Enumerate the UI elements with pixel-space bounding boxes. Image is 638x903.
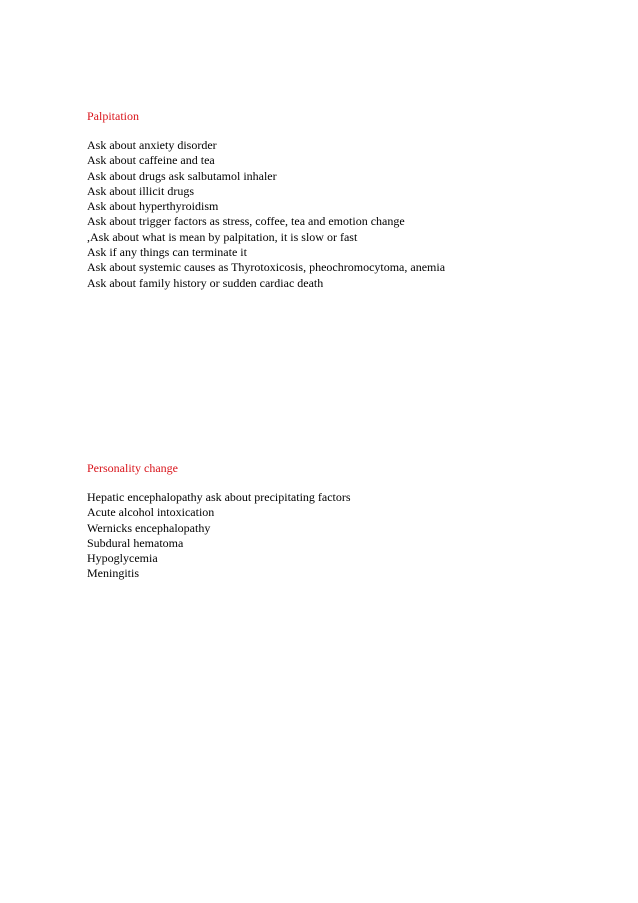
list-item: Wernicks encephalopathy [87, 520, 211, 535]
list-item: Hypoglycemia [87, 551, 158, 566]
list-item: Ask if any things can terminate it [87, 245, 247, 260]
personality-change-list [87, 490, 607, 582]
section-heading-personality-change: Personality change [87, 461, 178, 475]
list-item: Ask about caffeine and tea [87, 153, 215, 168]
list-item: Ask about systemic causes as Thyrotoxicosis, pheochromocytoma, anemia [87, 260, 446, 275]
list-item: Meningitis [87, 566, 140, 581]
palpitation-list [87, 138, 607, 291]
list-item: Acute alcohol intoxication [87, 505, 215, 520]
list-item: ,Ask about what is mean by palpitation, it is slow or fast [87, 229, 358, 244]
list-item: Hepatic encephalopathy ask about precipitating factors [87, 490, 351, 504]
palpitation-section [87, 109, 607, 291]
list-item: Ask about anxiety disorder [87, 138, 217, 152]
list-item: Ask about drugs ask salbutamol inhaler [87, 168, 277, 183]
list-item: Ask about family history or sudden cardiac death [87, 275, 324, 290]
list-item: Ask about trigger factors as stress, coffee, tea and emotion change [87, 214, 405, 229]
list-item: Ask about illicit drugs [87, 183, 194, 198]
section-heading-palpitation: Palpitation [87, 109, 139, 123]
personality-change-section [87, 461, 607, 582]
list-item: Subdural hematoma [87, 535, 184, 550]
list-item: Ask about hyperthyroidism [87, 199, 219, 214]
